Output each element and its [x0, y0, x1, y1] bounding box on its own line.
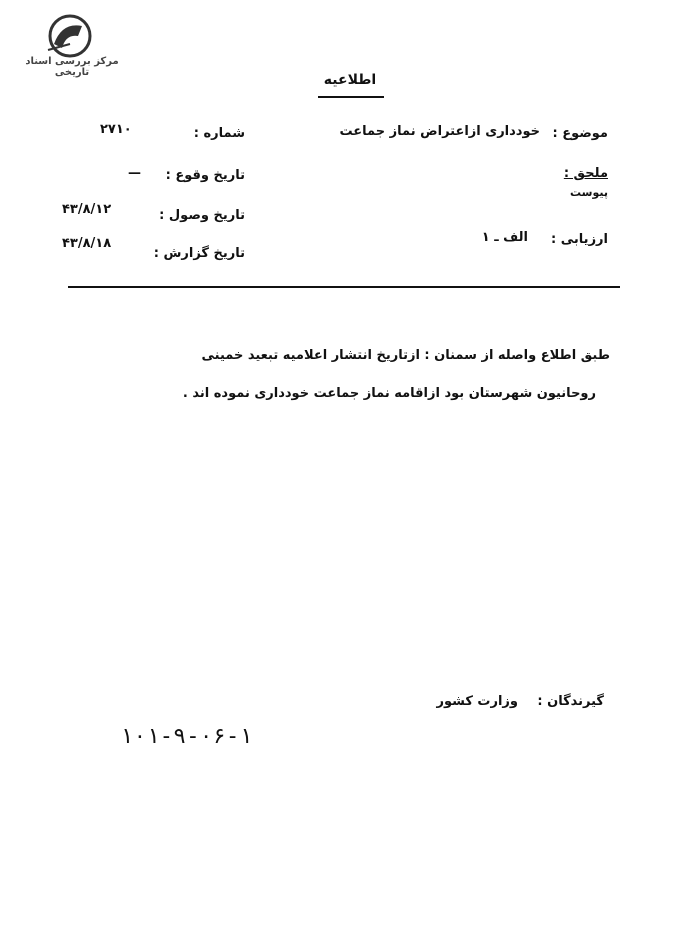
header-separator	[68, 286, 620, 288]
number-label: شماره :	[193, 126, 245, 141]
org-name: مرکز بررسی اسناد تاریخی	[25, 56, 119, 78]
archive-logo-icon	[40, 14, 94, 58]
evaluation-value: الف ـ ۱	[481, 230, 528, 245]
report-date-value: ۴۳/۸/۱۸	[62, 236, 112, 251]
subject-label: موضوع :	[552, 126, 608, 141]
receipt-date-label: تاریخ وصول :	[159, 208, 245, 223]
receipt-date-value: ۴۳/۸/۱۲	[62, 202, 112, 217]
document-serial: ۱۰۱-۹-۰۶-۱	[120, 724, 253, 749]
evaluation-label: ارزیابی :	[551, 232, 608, 247]
attached-label: ملحق :	[563, 166, 608, 181]
attached-extra: پیوست	[570, 186, 608, 199]
subject-value: خودداری ازاعتراض نماز جماعت	[339, 124, 540, 139]
body-line-2: روحانیون شهرستان بود ازاقامه نماز جماعت خودداری نموده اند .	[182, 386, 596, 401]
event-date-value: —	[128, 166, 141, 181]
report-date-label: تاریخ گزارش :	[153, 246, 245, 261]
document-title: اطلاعیه	[323, 72, 377, 88]
number-value: ۲۷۱۰	[100, 122, 132, 137]
recipients-label: گیرندگان :	[537, 694, 604, 709]
recipients-value: وزارت کشور	[436, 694, 518, 709]
body-line-1: طبق اطلاع واصله از سمنان : ازتاریخ انتشار اعلامیه تبعید خمینی	[201, 348, 610, 363]
event-date-label: تاریخ وقوع :	[165, 168, 245, 183]
title-underline	[318, 96, 384, 98]
